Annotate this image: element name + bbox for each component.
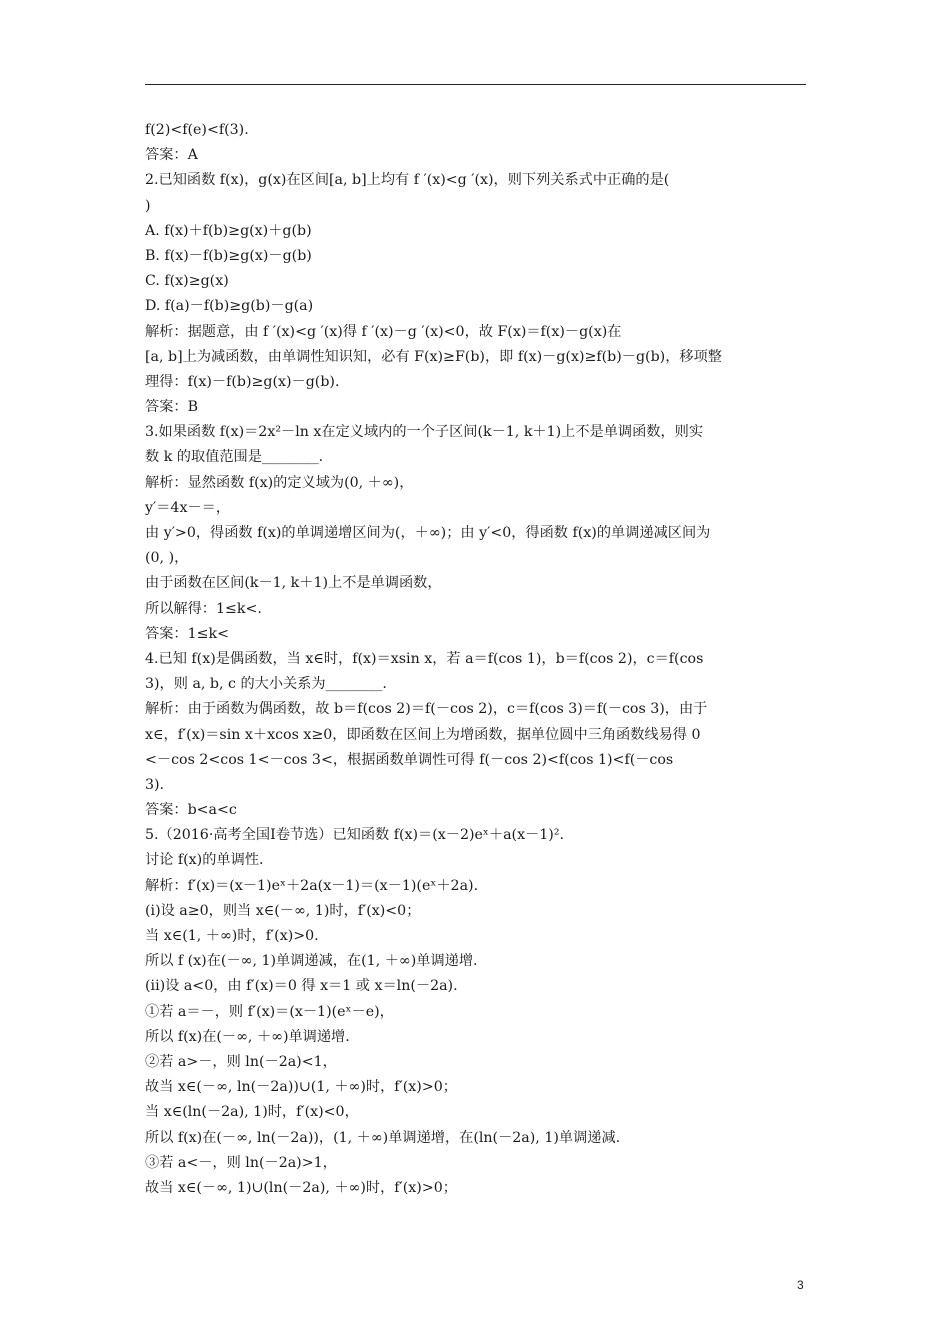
header-rule (145, 84, 806, 85)
text-line: 由 y′>0，得函数 f(x)的单调递增区间为(，＋∞)；由 y′<0，得函数 f(x)的单调递减区间为 (145, 525, 711, 541)
text-line: 解析：显然函数 f(x)的定义域为(0, ＋∞)， (145, 474, 414, 491)
text-line: B. f(x)－f(b)≥g(x)－g(b) (145, 247, 312, 264)
text-line: 故当 x∈(－∞, ln(－2a))∪(1, ＋∞)时，f′(x)>0； (145, 1079, 457, 1096)
text-line: D. f(a)－f(b)≥g(b)－g(a) (145, 298, 314, 315)
text-line: 所以 f(x)在(－∞, ＋∞)单调递增. (145, 1028, 350, 1045)
text-line: 由于函数在区间(k－1, k＋1)上不是单调函数， (145, 575, 442, 592)
text-line: 3.如果函数 f(x)＝2x²－ln x在定义域内的一个子区间(k－1, k＋1)上不是单调函数，则实 (145, 424, 704, 441)
text-line: x∈，f′(x)＝sin x＋xcos x≥0，即函数在区间上为增函数，据单位圆中三角函数线易得 0 (145, 726, 701, 743)
text-line: 解析：据题意，由 f ′(x)<g ′(x)得 f ′(x)－g ′(x)<0，故 F(x)＝f(x)－g(x)在 (145, 323, 622, 340)
text-line: (i)设 a≥0，则当 x∈(－∞, 1)时，f′(x)<0； (145, 902, 421, 919)
text-line: 答案：1≤k< (145, 625, 229, 642)
text-line: 故当 x∈(－∞, 1)∪(ln(－2a), ＋∞)时，f′(x)>0； (145, 1179, 457, 1196)
text-line: 数 k 的取值范围是________. (145, 449, 324, 466)
text-line: 5.（2016·高考全国Ⅰ卷节选）已知函数 f(x)＝(x－2)eˣ＋a(x－1)². (145, 827, 565, 844)
text-line: 答案：A (145, 147, 198, 164)
text-line: 答案：B (145, 399, 198, 416)
text-line: <－cos 2<cos 1<－cos 3<，根据函数单调性可得 f(－cos 2)<f(cos 1)<f(－cos (145, 751, 674, 768)
text-line: 所以 f (x)在(－∞, 1)单调递减，在(1, ＋∞)单调递增. (145, 953, 478, 970)
text-line: y′＝4x－＝， (145, 499, 231, 516)
text-line: 当 x∈(ln(－2a), 1)时，f′(x)<0， (145, 1104, 359, 1121)
text-line: 所以解得：1≤k<. (145, 600, 262, 617)
text-line: 所以 f(x)在(－∞, ln(－2a))，(1, ＋∞)单调递增，在(ln(－2a), 1)单调递减. (145, 1129, 621, 1146)
text-line: 解析：f′(x)＝(x－1)eˣ＋2a(x－1)＝(x－1)(eˣ＋2a). (145, 877, 479, 894)
text-line: C. f(x)≥g(x) (145, 273, 229, 290)
text-line: ) (145, 197, 151, 214)
text-line: 3). (145, 776, 165, 793)
text-line: ②若 a>－，则 ln(－2a)<1， (145, 1053, 337, 1070)
text-line: 当 x∈(1, ＋∞)时，f′(x)>0. (145, 928, 319, 944)
text-line: [a, b]上为减函数，由单调性知识知，必有 F(x)≥F(b)，即 f(x)－g(x)≥f(b)－g(b)，移项整 (145, 348, 722, 365)
text-line: (0, )， (145, 550, 189, 567)
text-line: 讨论 f(x)的单调性. (145, 852, 264, 869)
text-line: 答案：b<a<c (145, 802, 237, 819)
text-line: ①若 a＝－，则 f′(x)＝(x－1)(eˣ－e)， (145, 1003, 394, 1020)
text-line: A. f(x)＋f(b)≥g(x)＋g(b) (145, 222, 312, 239)
text-line: 3)，则 a, b, c 的大小关系为________. (145, 676, 387, 693)
page-body (145, 118, 810, 1201)
text-line: 解析：由于函数为偶函数，故 b＝f(cos 2)＝f(－cos 2)，c＝f(cos 3)＝f(－cos 3)，由于 (145, 701, 708, 718)
text-line: (ii)设 a<0，由 f′(x)＝0 得 x＝1 或 x＝ln(－2a). (145, 978, 458, 995)
text-line: 4.已知 f(x)是偶函数，当 x∈时，f(x)＝xsin x，若 a＝f(cos 1)，b＝f(cos 2)，c＝f(cos (145, 650, 704, 667)
text-line: f(2)<f(e)<f(3). (145, 122, 249, 138)
text-line: 理得：f(x)－f(b)≥g(x)－g(b). (145, 373, 340, 390)
text-line: ③若 a<－，则 ln(－2a)>1， (145, 1154, 337, 1171)
text-line: 2.已知函数 f(x)，g(x)在区间[a, b]上均有 f ′(x)<g ′(x)，则下列关系式中正确的是( (145, 172, 670, 189)
page-number: 3 (797, 1278, 804, 1292)
